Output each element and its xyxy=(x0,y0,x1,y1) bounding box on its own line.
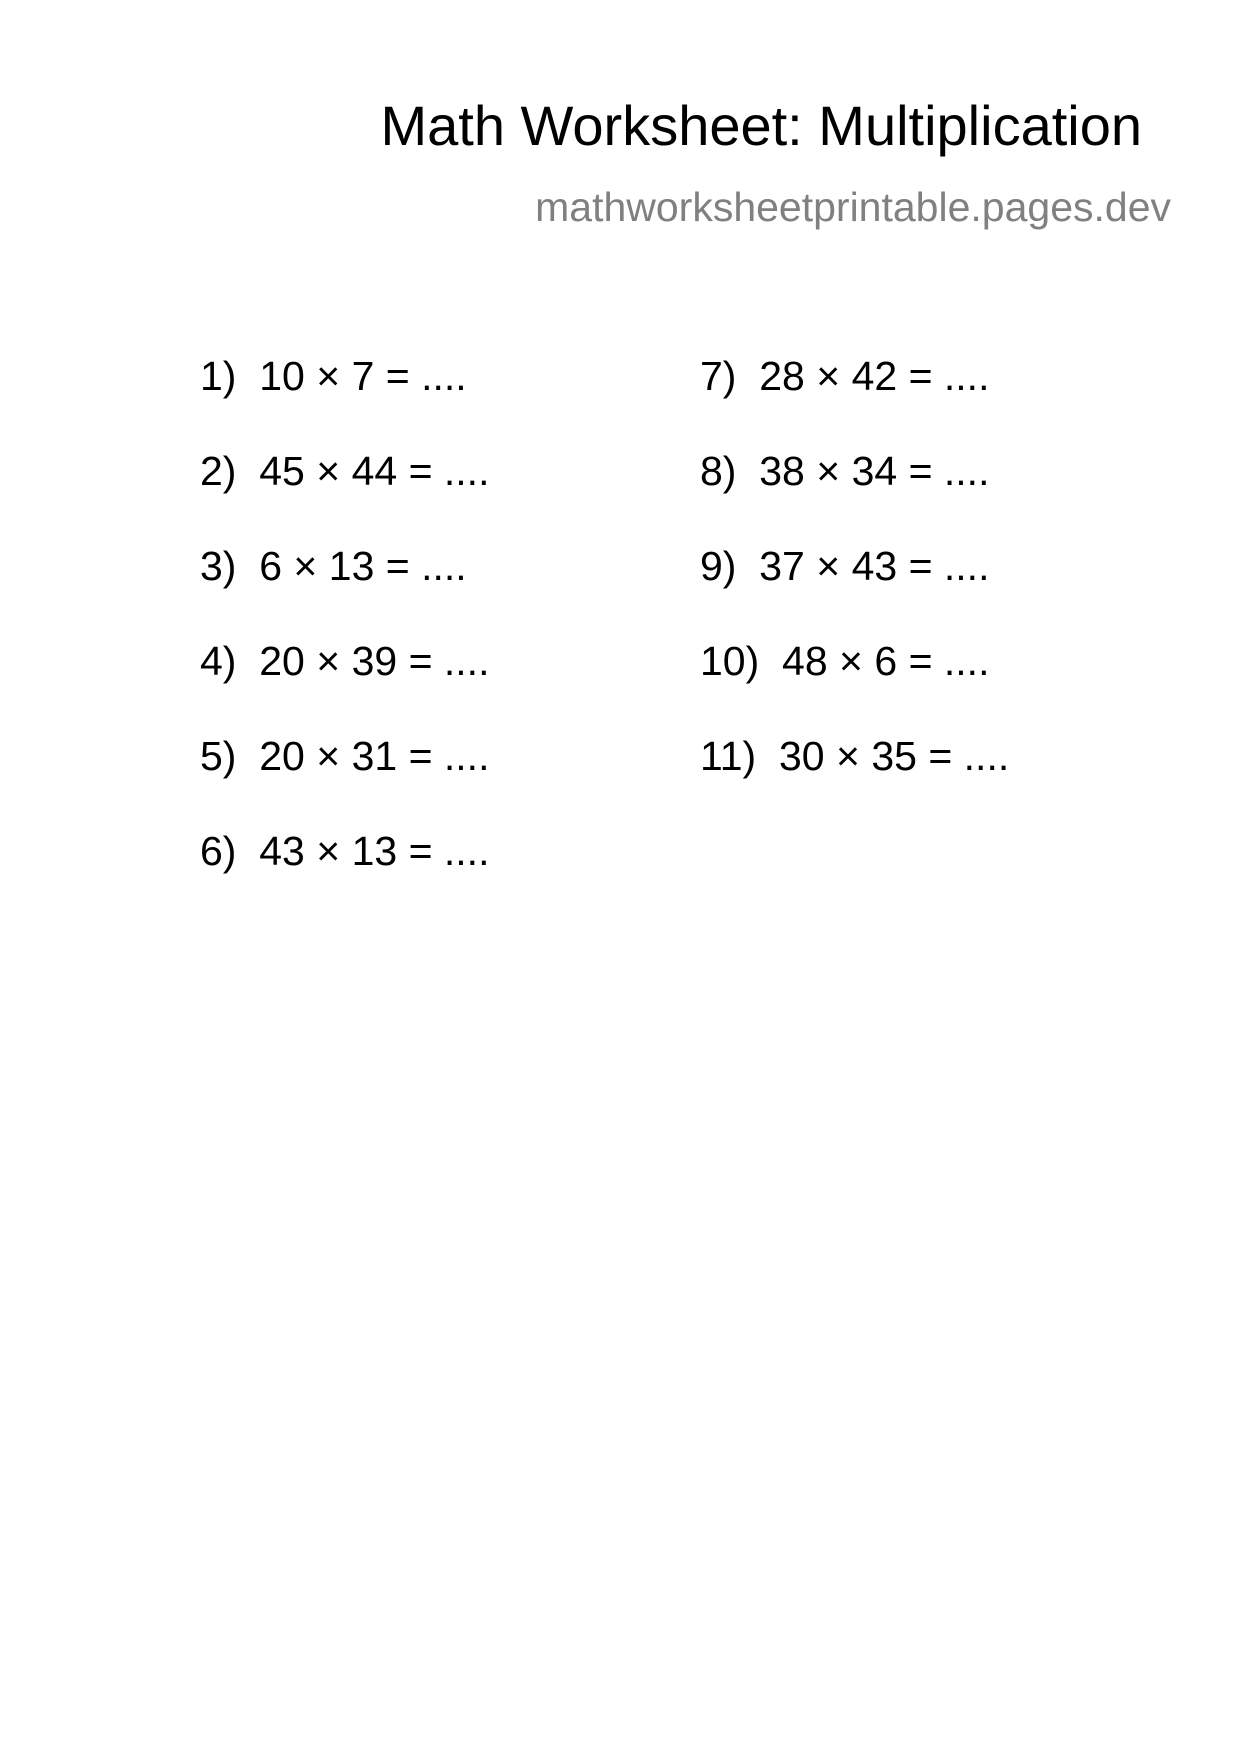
problem-8: 8) 38 × 34 = .... xyxy=(700,448,990,494)
problem-11: 11) 30 × 35 = .... xyxy=(700,733,1010,779)
problem-1: 1) 10 × 7 = .... xyxy=(200,353,467,399)
worksheet-source-url: mathworksheetprintable.pages.dev xyxy=(535,184,1171,230)
problem-column-left xyxy=(200,354,489,924)
problem-10: 10) 48 × 6 = .... xyxy=(700,638,990,684)
problem-list xyxy=(200,354,1100,874)
problem-2: 2) 45 × 44 = .... xyxy=(200,448,490,494)
problem-5: 5) 20 × 31 = .... xyxy=(200,733,490,779)
problem-9: 9) 37 × 43 = .... xyxy=(700,543,990,589)
problem-4: 4) 20 × 39 = .... xyxy=(200,638,490,684)
problem-6: 6) 43 × 13 = .... xyxy=(200,828,490,874)
problem-3: 3) 6 × 13 = .... xyxy=(200,543,467,589)
worksheet-title: Math Worksheet: Multiplication xyxy=(380,94,1142,157)
problem-7: 7) 28 × 42 = .... xyxy=(700,353,990,399)
problem-column-right xyxy=(700,354,1009,829)
